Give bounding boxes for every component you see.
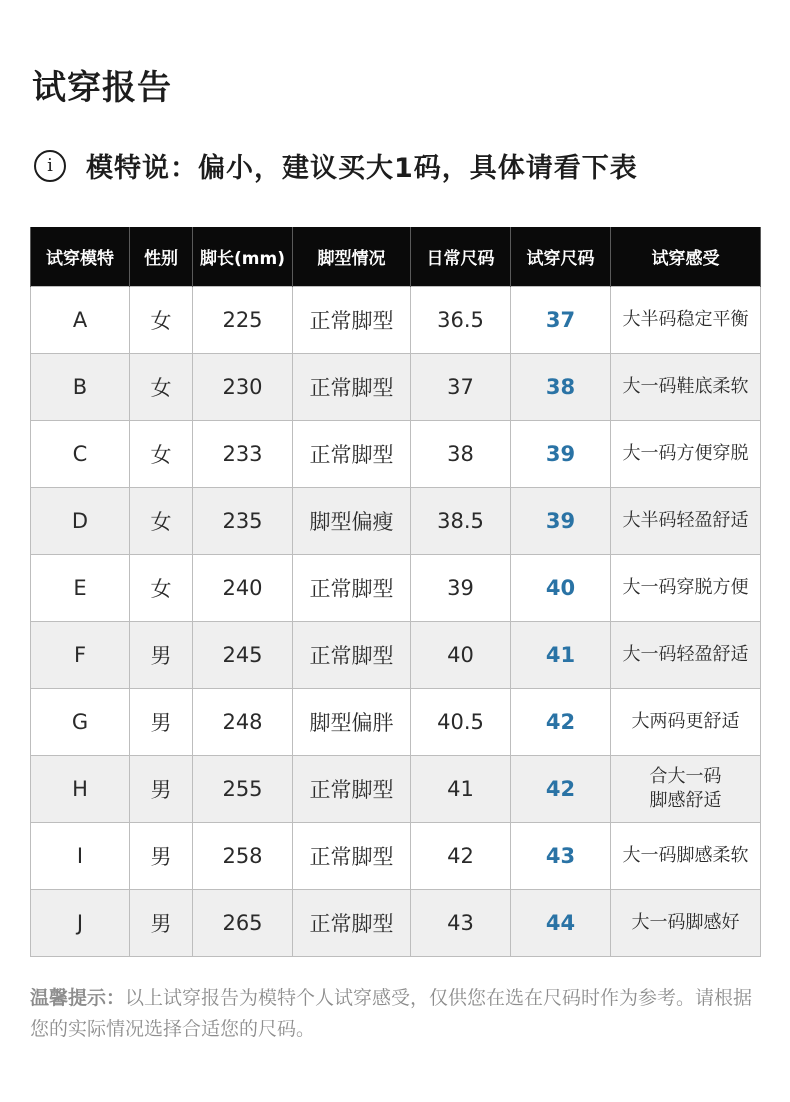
- cell-model: H: [31, 756, 130, 823]
- cell-feeling: 合大一码 脚感舒适: [611, 756, 761, 823]
- header-foot-length: 脚长(mm): [193, 227, 293, 287]
- header-model: 试穿模特: [31, 227, 130, 287]
- cell-tried-size: 41: [511, 622, 611, 689]
- cell-foot-length: 258: [193, 823, 293, 890]
- cell-usual-size: 36.5: [411, 287, 511, 354]
- table-row: [31, 421, 761, 488]
- cell-model: E: [31, 555, 130, 622]
- fit-note: [34, 146, 638, 185]
- cell-foot-type: 正常脚型: [293, 421, 411, 488]
- table-row: [31, 689, 761, 756]
- cell-usual-size: 38.5: [411, 488, 511, 555]
- table-row: [31, 756, 761, 823]
- fit-report-table: [30, 227, 761, 957]
- cell-foot-type: 正常脚型: [293, 890, 411, 957]
- header-gender: 性别: [130, 227, 193, 287]
- cell-gender: 女: [130, 354, 193, 421]
- cell-gender: 男: [130, 689, 193, 756]
- tip-body: 以上试穿报告为模特个人试穿感受，仅供您在选在尺码时作为参考。请根据您的实际情况选择合适您的尺码。: [30, 987, 753, 1040]
- header-tried-size: 试穿尺码: [511, 227, 611, 287]
- cell-foot-type: 脚型偏胖: [293, 689, 411, 756]
- cell-feeling: 大半码轻盈舒适: [611, 488, 761, 555]
- cell-tried-size: 37: [511, 287, 611, 354]
- cell-model: C: [31, 421, 130, 488]
- cell-tried-size: 44: [511, 890, 611, 957]
- table-row: [31, 488, 761, 555]
- header-usual-size: 日常尺码: [411, 227, 511, 287]
- cell-foot-type: 正常脚型: [293, 622, 411, 689]
- cell-foot-length: 245: [193, 622, 293, 689]
- cell-foot-length: 235: [193, 488, 293, 555]
- header-foot-type: 脚型情况: [293, 227, 411, 287]
- cell-foot-type: 正常脚型: [293, 555, 411, 622]
- cell-foot-length: 265: [193, 890, 293, 957]
- cell-model: J: [31, 890, 130, 957]
- cell-gender: 女: [130, 555, 193, 622]
- cell-foot-length: 225: [193, 287, 293, 354]
- cell-tried-size: 42: [511, 689, 611, 756]
- tip-text: [30, 983, 760, 1045]
- cell-tried-size: 39: [511, 421, 611, 488]
- cell-feeling: 大一码方便穿脱: [611, 421, 761, 488]
- cell-usual-size: 40: [411, 622, 511, 689]
- cell-feeling: 大两码更舒适: [611, 689, 761, 756]
- cell-model: B: [31, 354, 130, 421]
- header-feeling: 试穿感受: [611, 227, 761, 287]
- table-header-row: [31, 227, 761, 287]
- cell-tried-size: 38: [511, 354, 611, 421]
- fit-note-text: 模特说：偏小，建议买大1码，具体请看下表: [86, 153, 638, 184]
- cell-gender: 男: [130, 756, 193, 823]
- cell-tried-size: 39: [511, 488, 611, 555]
- cell-gender: 男: [130, 622, 193, 689]
- tip-label: 温馨提示：: [30, 987, 126, 1009]
- cell-gender: 男: [130, 890, 193, 957]
- page-title: 试穿报告: [32, 68, 172, 108]
- cell-foot-type: 脚型偏瘦: [293, 488, 411, 555]
- cell-model: I: [31, 823, 130, 890]
- cell-usual-size: 38: [411, 421, 511, 488]
- table-row: [31, 354, 761, 421]
- cell-foot-type: 正常脚型: [293, 823, 411, 890]
- table-row: [31, 622, 761, 689]
- cell-gender: 女: [130, 421, 193, 488]
- cell-tried-size: 43: [511, 823, 611, 890]
- table-row: [31, 890, 761, 957]
- cell-foot-type: 正常脚型: [293, 287, 411, 354]
- cell-gender: 女: [130, 488, 193, 555]
- cell-foot-length: 233: [193, 421, 293, 488]
- cell-tried-size: 42: [511, 756, 611, 823]
- cell-usual-size: 41: [411, 756, 511, 823]
- cell-feeling: 大一码轻盈舒适: [611, 622, 761, 689]
- table-row: [31, 823, 761, 890]
- table-row: [31, 287, 761, 354]
- cell-gender: 女: [130, 287, 193, 354]
- cell-foot-type: 正常脚型: [293, 354, 411, 421]
- cell-feeling: 大一码穿脱方便: [611, 555, 761, 622]
- table-row: [31, 555, 761, 622]
- cell-foot-length: 248: [193, 689, 293, 756]
- cell-model: A: [31, 287, 130, 354]
- cell-foot-length: 255: [193, 756, 293, 823]
- cell-usual-size: 40.5: [411, 689, 511, 756]
- cell-usual-size: 37: [411, 354, 511, 421]
- cell-usual-size: 42: [411, 823, 511, 890]
- cell-usual-size: 39: [411, 555, 511, 622]
- cell-tried-size: 40: [511, 555, 611, 622]
- cell-feeling: 大半码稳定平衡: [611, 287, 761, 354]
- cell-feeling: 大一码鞋底柔软: [611, 354, 761, 421]
- cell-foot-length: 240: [193, 555, 293, 622]
- cell-model: D: [31, 488, 130, 555]
- info-icon: i: [34, 150, 66, 182]
- cell-model: G: [31, 689, 130, 756]
- cell-foot-type: 正常脚型: [293, 756, 411, 823]
- cell-gender: 男: [130, 823, 193, 890]
- cell-foot-length: 230: [193, 354, 293, 421]
- cell-feeling: 大一码脚感柔软: [611, 823, 761, 890]
- cell-model: F: [31, 622, 130, 689]
- cell-feeling: 大一码脚感好: [611, 890, 761, 957]
- cell-usual-size: 43: [411, 890, 511, 957]
